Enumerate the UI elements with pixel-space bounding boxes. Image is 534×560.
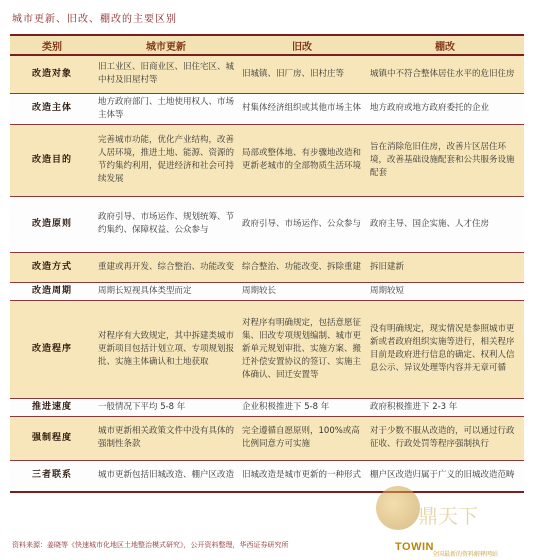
header-shantytown-renovation: 棚改 (366, 35, 524, 55)
cell-urban-renewal: 对程序有大致规定，其中拆建类城市更新项目包括计划立项、专项规划报批、实施主体确认和土地获取 (94, 300, 238, 398)
cell-shantytown: 城镇中不符合整体居住水平的危旧住房 (366, 55, 524, 93)
source-note: 资料来源：姜晓等《快速城市化地区土地整治模式研究》，公开资料整理，华西证券研究所 (12, 541, 289, 549)
row-category: 改造周期 (10, 282, 94, 300)
table-row (10, 93, 524, 124)
cell-shantytown: 政府主导、国企实施、人才住房 (366, 196, 524, 252)
cell-urban-renewal: 城市更新包括旧城改造、棚户区改造 (94, 460, 238, 492)
cell-shantytown: 棚户区改造归属于广义的旧城改造范畴 (366, 460, 524, 492)
cell-shantytown: 旨在消除危旧住房，改善片区居住环境，改善基础设施配套和公共服务设施配套 (366, 124, 524, 196)
brand-logo: TOWIN (395, 541, 434, 553)
cell-old-renovation: 对程序有明确规定，包括意愿征集、旧改专项规划编制、城市更新单元规划审批、实施方案、搬迁补偿安置协议的签订、实施主体确认、回迁安置等 (238, 300, 366, 398)
header-urban-renewal: 城市更新 (94, 35, 238, 55)
cell-urban-renewal: 完善城市功能，优化产业结构，改善人居环境，推进土地、能源、资源的节约集约利用，促进经济和社会可持续发展 (94, 124, 238, 196)
cell-urban-renewal: 一般情况下平均 5-8 年 (94, 398, 238, 416)
cell-urban-renewal: 旧工业区、旧商业区、旧住宅区、城中村及旧屋村等 (94, 55, 238, 93)
row-category: 三者联系 (10, 460, 94, 492)
cell-old-renovation: 完全遵循自愿原则，100%或高比例同意方可实施 (238, 416, 366, 460)
row-category: 改造对象 (10, 55, 94, 93)
table-row (10, 416, 524, 460)
table-row (10, 196, 524, 252)
cell-shantytown: 拆旧建新 (366, 252, 524, 282)
cell-urban-renewal: 地方政府部门、土地使用权人、市场主体等 (94, 93, 238, 124)
row-category: 改造方式 (10, 252, 94, 282)
watermark-text: 鼎天下 (418, 504, 478, 528)
cell-old-renovation: 村集体经济组织或其他市场主体 (238, 93, 366, 124)
table-row (10, 300, 524, 398)
page-title: 城市更新、旧改、棚改的主要区别 (12, 14, 177, 25)
cell-urban-renewal: 城市更新相关政策文件中没有具体的强制性条款 (94, 416, 238, 460)
row-category: 改造目的 (10, 124, 94, 196)
cell-shantytown: 对于少数不服从改造的，可以通过行政征收、行政处罚等程序强制执行 (366, 416, 524, 460)
table-header-row (10, 35, 524, 55)
row-category: 改造主体 (10, 93, 94, 124)
cell-urban-renewal: 重建或再开发、综合整治、功能改变 (94, 252, 238, 282)
table-row (10, 282, 524, 300)
cell-old-renovation: 局部或整体地、有步骤地改造和更新老城市的全部物质生活环境 (238, 124, 366, 196)
cell-shantytown: 政府积极推进下 2-3 年 (366, 398, 524, 416)
cell-old-renovation: 周期较长 (238, 282, 366, 300)
cell-old-renovation: 综合整治、功能改变、拆除重建 (238, 252, 366, 282)
row-category: 改造程序 (10, 300, 94, 398)
table-row (10, 55, 524, 93)
comparison-table (10, 34, 524, 493)
header-old-renovation: 旧改 (238, 35, 366, 55)
cell-urban-renewal: 政府引导、市场运作、规划统筹、节约集约、保障权益、公众参与 (94, 196, 238, 252)
header-category: 类别 (10, 35, 94, 55)
table-row (10, 124, 524, 196)
table-row (10, 398, 524, 416)
row-category: 改造原则 (10, 196, 94, 252)
cell-urban-renewal: 周期长短视具体类型而定 (94, 282, 238, 300)
logo-emblem-icon (376, 486, 420, 530)
table-row (10, 460, 524, 492)
row-category: 推进速度 (10, 398, 94, 416)
cell-shantytown: 地方政府或地方政府委托的企业 (366, 93, 524, 124)
cell-old-renovation: 旧城改造是城市更新的一种形式 (238, 460, 366, 492)
cell-shantytown: 周期较短 (366, 282, 524, 300)
cell-old-renovation: 政府引导、市场运作、公众参与 (238, 196, 366, 252)
cell-old-renovation: 旧城镇、旧厂房、旧村庄等 (238, 55, 366, 93)
cell-old-renovation: 企业积极推进下 5-8 年 (238, 398, 366, 416)
table-row (10, 252, 524, 282)
cell-shantytown: 没有明确规定，现实情况是参照城市更新或者政府组织实施等进行，相关程序目前是政府进行信息的确定、权利人信息公示、异议处理等内容并无章可循 (366, 300, 524, 398)
row-category: 强制程度 (10, 416, 94, 460)
brand-slogan: 全国最新的资料解释网站 (432, 551, 499, 558)
